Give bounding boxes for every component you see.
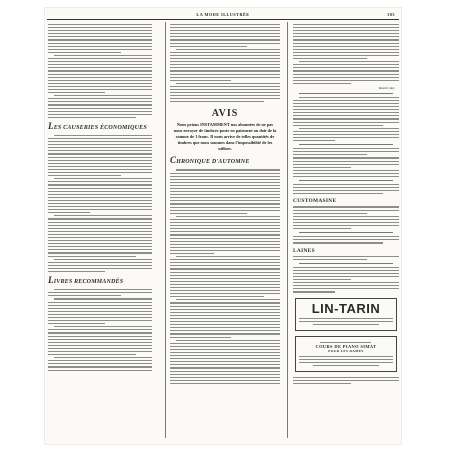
column-right [293, 22, 399, 440]
magazine-title: LA MODE ILLUSTRÉE [196, 12, 250, 17]
section-title-causeries: LES CAUSERIES ÉCONOMIQUES [48, 120, 147, 131]
column-middle [170, 22, 280, 440]
column-left [48, 22, 152, 440]
header-rule [47, 19, 399, 20]
page-number: 303 [387, 12, 395, 17]
avis-body: Nous prions INSTAMMENT nos abonnées de ne pas nous envoyer de timbres-poste en paiement ou doit de la somme de 1 franc. Il nous arrive de telles quantités de timbres que nous sommes dans l'impossibilité de les utiliser. [173, 122, 277, 152]
ad-lin-tarin [295, 298, 397, 331]
lin-tarin-logo: LIN-TARIN [311, 300, 381, 316]
column-divider [287, 22, 288, 438]
ad-cours-piano [295, 336, 397, 372]
column-divider [165, 22, 166, 438]
cours-title: COURS DE PIANO SIMAT [315, 343, 377, 349]
article-signature: Maurice Roy. [378, 85, 395, 90]
ad-laines-heading: LAINES [293, 247, 315, 254]
magazine-page [45, 8, 401, 444]
section-title-livres: LIVRES RECOMMANDÉS [48, 275, 124, 286]
ad-customasine-heading: CUSTOMASINE [293, 198, 337, 205]
section-title-chronique: CHRONIQUE D'AUTOMNE [170, 155, 250, 166]
avis-title: AVIS [211, 108, 239, 120]
cours-subtitle: POUR LES DAMES [328, 349, 364, 354]
page-header [45, 12, 401, 18]
